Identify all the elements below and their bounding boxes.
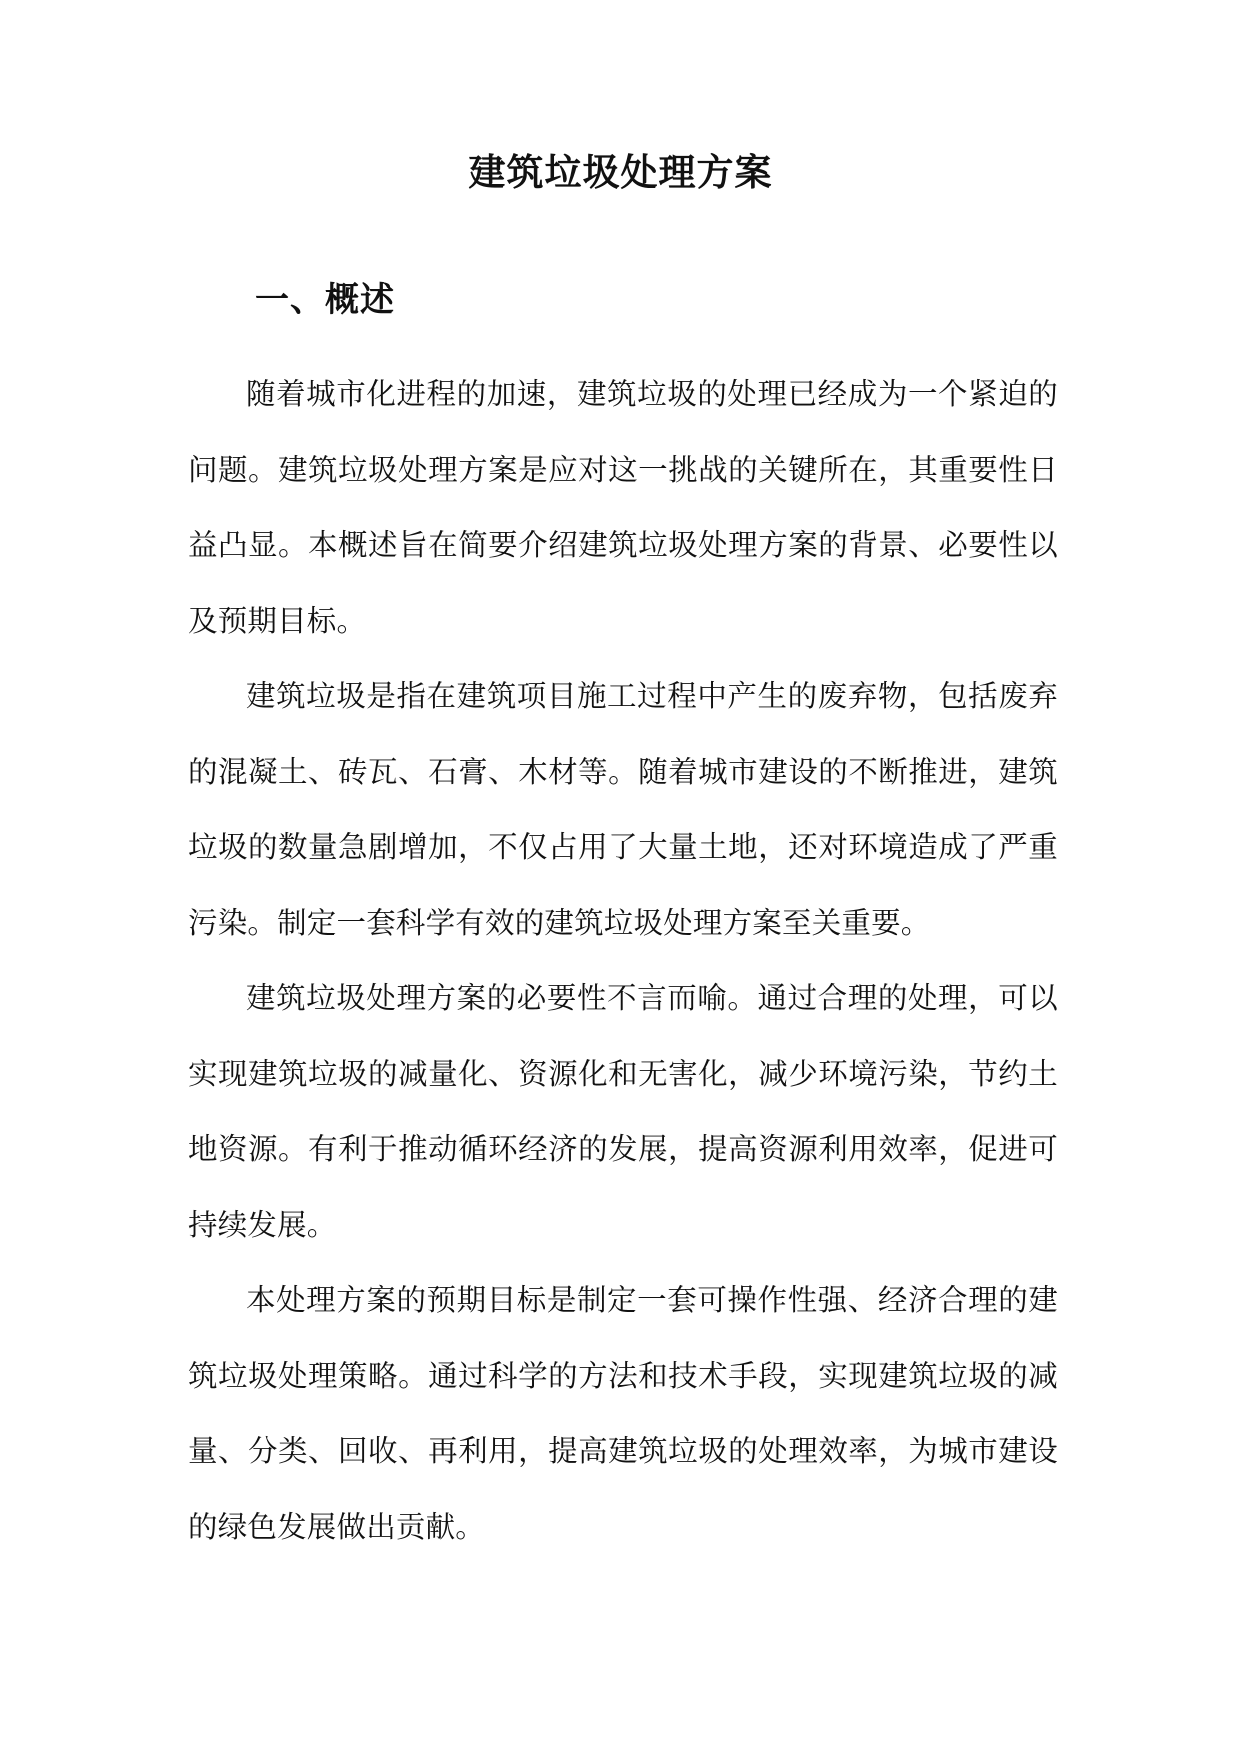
- paragraph: 建筑垃圾是指在建筑项目施工过程中产生的废弃物，包括废弃的混凝土、砖瓦、石膏、木材等。随着城市建设的不断推进，建筑垃圾的数量急剧增加，不仅占用了大量土地，还对环境造成了严重污染。制定一套科学有效的建筑垃圾处理方案至关重要。: [188, 679, 1058, 940]
- document-title: 建筑垃圾处理方案: [468, 150, 773, 194]
- paragraph: 建筑垃圾处理方案的必要性不言而喻。通过合理的处理，可以实现建筑垃圾的减量化、资源化和无害化，减少环境污染，节约土地资源。有利于推动循环经济的发展，提高资源利用效率，促进可持续发展。: [188, 981, 1058, 1242]
- section-heading: 一、概述: [255, 280, 395, 320]
- paragraph: 随着城市化进程的加速，建筑垃圾的处理已经成为一个紧迫的问题。建筑垃圾处理方案是应对这一挑战的关键所在，其重要性日益凸显。本概述旨在简要介绍建筑垃圾处理方案的背景、必要性以及预期目标。: [188, 377, 1058, 638]
- paragraph: 本处理方案的预期目标是制定一套可操作性强、经济合理的建筑垃圾处理策略。通过科学的方法和技术手段，实现建筑垃圾的减量、分类、回收、再利用，提高建筑垃圾的处理效率，为城市建设的绿色发展做出贡献。: [188, 1283, 1058, 1544]
- section-body: [188, 357, 1058, 1565]
